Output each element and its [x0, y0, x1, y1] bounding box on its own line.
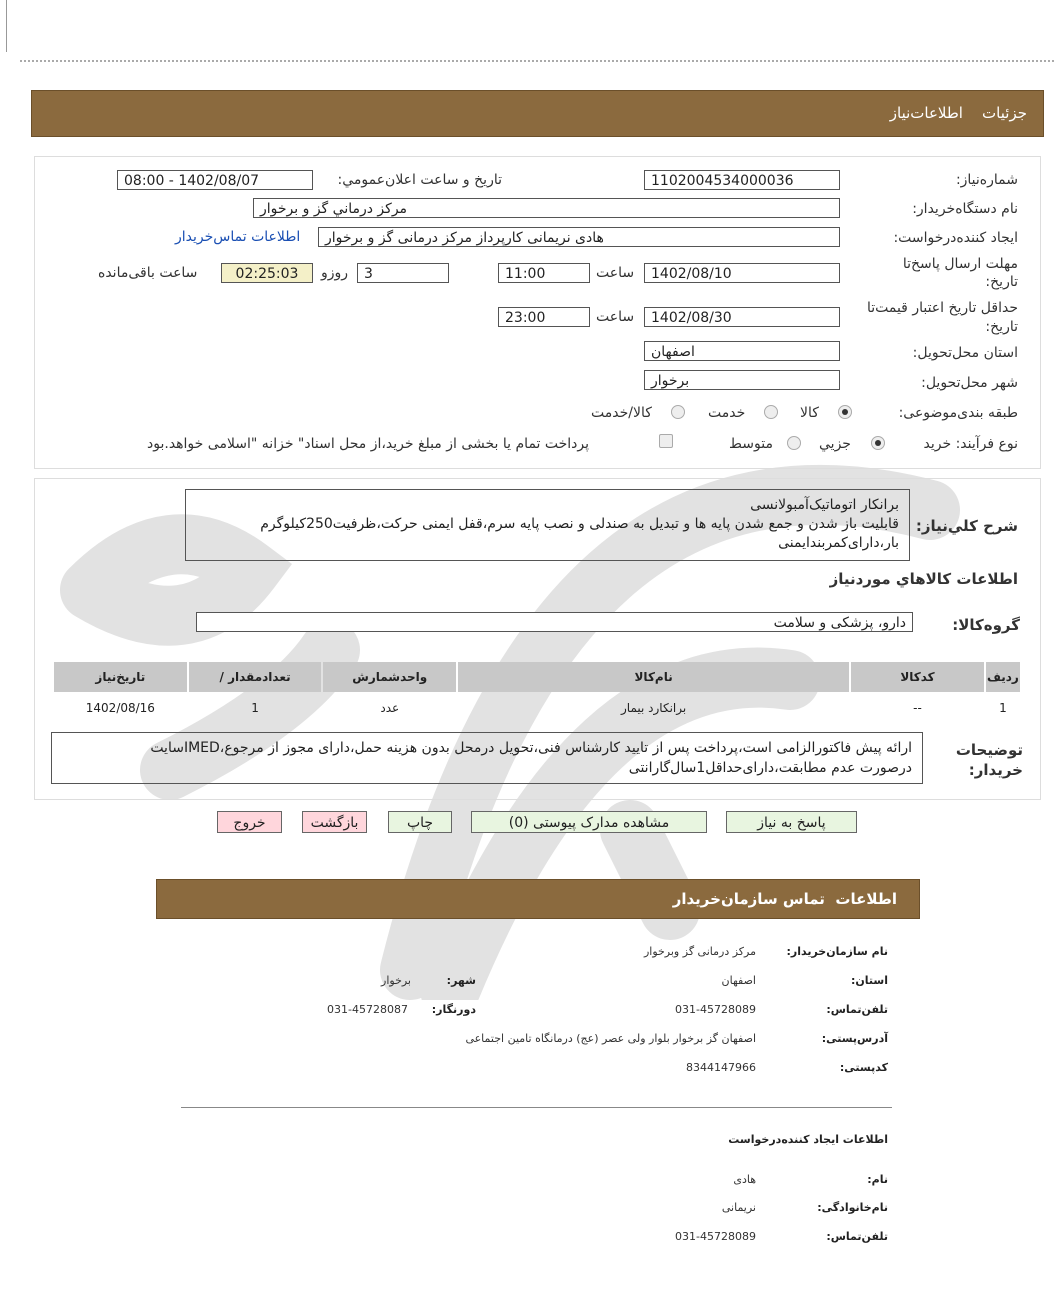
- treasury-payment-text: پرداخت تمام یا بخشی از مبلغ خرید،از محل اسناد" خزانه "اسلامی خواهد.بود: [147, 436, 590, 452]
- creator-last-name-value: نریمانی: [721, 1201, 756, 1214]
- details-header-title: جزئیات اطلاعات‌نیاز: [889, 104, 1027, 122]
- cell-code: --: [913, 701, 922, 715]
- goods-table-header: [54, 662, 1020, 692]
- col-name: نام‌کالا: [458, 662, 849, 692]
- description-label: شرح کلي‌نیاز:: [915, 517, 1018, 535]
- category-option-goods: کالا: [800, 405, 819, 421]
- deadline-time-label: ساعت: [596, 265, 635, 281]
- description-line-2: قابلیت باز شدن و جمع شدن پایه ها و تبدیل به صندلی و نصب پایه سرم،قفل ایمنی حرکت،ظرفیت250کیلوگرم: [260, 516, 899, 532]
- city-label: شهر محل‌تحویل:: [921, 375, 1018, 391]
- deadline-date-field: 1402/08/10: [644, 263, 840, 283]
- city-field: برخوار: [644, 370, 840, 390]
- category-option-service: خدمت: [708, 405, 746, 421]
- description-line-3: بار،دارای‌کمربندایمنی: [778, 535, 899, 551]
- process-radio-medium[interactable]: [787, 436, 801, 450]
- validity-time-field: 23:00: [498, 307, 590, 327]
- contact-phone-label: تلفن‌تماس:: [826, 1003, 888, 1016]
- process-radio-minor[interactable]: [871, 436, 885, 450]
- exit-button[interactable]: خروج: [217, 811, 282, 833]
- col-qty: تعدادمقدار /: [189, 662, 322, 692]
- buyer-org-field: مرکز درماني گز و برخوار: [253, 198, 840, 218]
- creator-phone-label: تلفن‌تماس:: [826, 1230, 888, 1243]
- creator-first-name-value: هادی: [733, 1173, 756, 1186]
- need-number-field: 1102004534000036: [644, 170, 840, 190]
- buyer-contact-link[interactable]: اطلاعات تماس‌خریدار: [175, 229, 301, 245]
- contact-org-label: نام سازمان‌خریدار:: [786, 945, 888, 958]
- buyer-notes-line-1: ارائه پیش فاکتورالزامی است،پرداخت پس از تایید کارشناس فنی،تحویل درمحل بدون هزینه حمل،دارای مجوز از مرجوع،IMEDسایت: [150, 740, 912, 756]
- reply-button[interactable]: پاسخ به نیاز: [726, 811, 857, 833]
- deadline-label-2: تاریخ:: [985, 274, 1018, 290]
- process-option-medium: متوسط: [729, 436, 773, 452]
- goods-group-field: دارو، پزشکی و سلامت: [196, 612, 913, 632]
- buyer-notes-label-2: خریدار:: [968, 761, 1023, 779]
- contact-divider: [181, 1107, 892, 1108]
- contact-address-label: آدرس‌پستی:: [821, 1032, 888, 1045]
- col-row: ردیف: [986, 662, 1020, 692]
- creator-phone-value: 031-45728089: [675, 1230, 756, 1243]
- deadline-time-field: 11:00: [498, 263, 590, 283]
- category-radio-service[interactable]: [764, 405, 778, 419]
- contact-org-value: مرکز درمانی گز وبرخوار: [643, 945, 756, 958]
- treasury-payment-checkbox[interactable]: [659, 434, 673, 448]
- remaining-time-field: 02:25:03: [221, 263, 313, 283]
- contact-province-label: استان:: [851, 974, 888, 987]
- contact-fax-label: دورنگار:: [431, 1003, 476, 1016]
- creator-info-title: اطلاعات ایجاد کننده‌درخواست: [728, 1133, 888, 1146]
- back-button[interactable]: بازگشت: [302, 811, 367, 833]
- creator-field: هادی نریمانی کارپرداز مرکز درمانی گز و برخوار: [318, 227, 840, 247]
- details-header: [31, 90, 1044, 137]
- process-label: نوع فرآیند: خرید: [923, 436, 1018, 452]
- validity-label: حداقل تاریخ اعتبار قیمت‌تا: [866, 300, 1018, 316]
- description-box: [185, 489, 910, 561]
- cell-qty: 1: [251, 701, 259, 715]
- deadline-label: مهلت ارسال پاسخ‌تا: [902, 256, 1018, 272]
- creator-first-name-label: نام:: [867, 1173, 888, 1186]
- table-row: [54, 694, 1020, 722]
- validity-date-field: 1402/08/30: [644, 307, 840, 327]
- goods-section-title: اطلاعات کالاهاي موردنیاز: [829, 570, 1018, 588]
- description-line-1: برانکار اتوماتیک‌آمبولانسی: [750, 497, 899, 513]
- announce-label: تاریخ و ساعت اعلان‌عمومي:: [337, 172, 502, 188]
- category-radio-goods-service[interactable]: [671, 405, 685, 419]
- col-unit: واحدشمارش: [323, 662, 456, 692]
- buyer-org-label: نام دستگاه‌خریدار:: [912, 201, 1018, 217]
- contact-province-value: اصفهان: [721, 974, 756, 987]
- buyer-notes-box: [51, 732, 923, 784]
- contact-city-label: شهر:: [446, 974, 476, 987]
- contact-postal-label: کدپستی:: [839, 1061, 888, 1074]
- buyer-notes-line-2: درصورت عدم مطابقت،دارای‌حداقل1سال‌گارانتی: [628, 760, 912, 776]
- validity-time-label: ساعت: [596, 309, 635, 325]
- cell-unit: عدد: [380, 701, 400, 715]
- category-option-goods-service: کالا/خدمت: [591, 405, 652, 421]
- day-label: روزو: [321, 265, 349, 281]
- process-option-minor: جزیي: [819, 436, 851, 452]
- contact-address-value: اصفهان گز برخوار بلوار ولی عصر (عج) درمانگاه تامین اجتماعی: [465, 1032, 756, 1045]
- contact-city-value: برخوار: [381, 974, 411, 987]
- print-button[interactable]: چاپ: [388, 811, 452, 833]
- cell-name: برانکارد بیمار: [621, 701, 687, 715]
- contact-postal-value: 8344147966: [686, 1061, 756, 1074]
- contact-header-title: اطلاعات تماس سازمان‌خریدار: [672, 890, 897, 908]
- category-radio-goods[interactable]: [838, 405, 852, 419]
- goods-group-label: گروه‌کالا:: [952, 616, 1020, 634]
- creator-label: ایجاد کننده‌درخواست:: [893, 230, 1018, 246]
- validity-label-2: تاریخ:: [985, 319, 1018, 335]
- col-code: کدکالا: [851, 662, 984, 692]
- need-number-label: شماره‌نیاز:: [955, 172, 1018, 188]
- province-label: استان محل‌تحویل:: [912, 345, 1018, 361]
- announce-field: 1402/08/07 - 08:00: [117, 170, 313, 190]
- buyer-notes-label: توضیحات: [955, 741, 1023, 759]
- page-left-border: [6, 0, 7, 52]
- contact-header: [156, 879, 920, 919]
- province-field: اصفهان: [644, 341, 840, 361]
- contact-phone-value: 031-45728089: [675, 1003, 756, 1016]
- top-divider: [20, 60, 1054, 62]
- remaining-label: ساعت باقی‌مانده: [98, 265, 198, 281]
- cell-date: 1402/08/16: [85, 701, 155, 715]
- col-date: تاریخ‌نیاز: [54, 662, 187, 692]
- days-field: 3: [357, 263, 449, 283]
- contact-fax-value: 031-45728087: [327, 1003, 408, 1016]
- view-documents-button[interactable]: مشاهده مدارک پیوستی (0): [471, 811, 707, 833]
- category-label: طبقه بندی‌موضوعی:: [898, 405, 1018, 421]
- goods-table: [52, 660, 1022, 724]
- creator-last-name-label: نام‌خانوادگی:: [817, 1201, 888, 1214]
- cell-row: 1: [999, 701, 1007, 715]
